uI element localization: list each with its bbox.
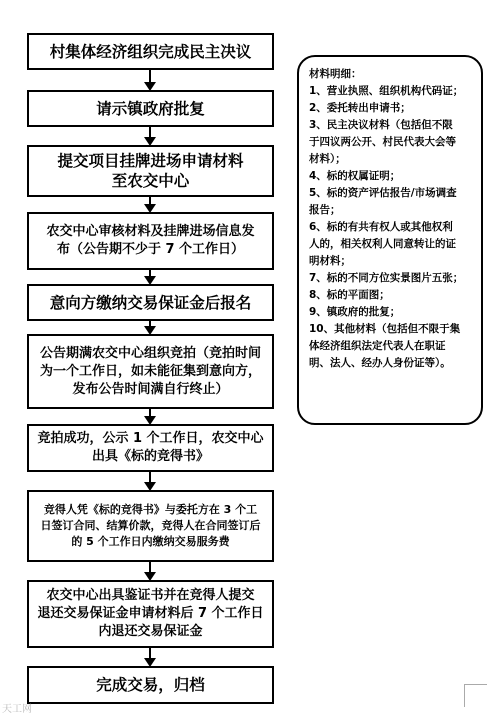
- arrow-8-icon: [149, 562, 151, 579]
- arrow-1-icon: [149, 70, 151, 89]
- materials-title: 材料明细：: [309, 68, 362, 80]
- step-3-box: [27, 145, 274, 197]
- step-1-box: [27, 33, 274, 70]
- arrow-6-icon: [149, 409, 151, 423]
- watermark: 天工网: [2, 704, 32, 715]
- arrow-2-icon: [149, 127, 151, 144]
- arrow-5-icon: [149, 321, 151, 333]
- step-4-text: 农交中心审核材料及挂牌进场信息发 布（公告期不少于 7 个工作日）: [46, 224, 255, 257]
- arrow-4-icon: [149, 270, 151, 283]
- materials-item: 9、镇政府的批复；: [309, 306, 401, 318]
- step-6-text: 公告期满农交中心组织竞拍（竞拍时间 为一个工作日，如未能征集到意向方， 发布公告时间满自行终止）: [39, 345, 261, 397]
- arrow-3-icon: [149, 197, 151, 211]
- step-7-box: [27, 424, 274, 472]
- materials-item: 6、标的有共有权人或其他权利 人的，相关权利人同意转让的证 明材料；: [309, 221, 456, 267]
- step-6-box: [27, 334, 274, 409]
- materials-item: 2、委托转出申请书；: [309, 102, 411, 114]
- step-5-box: [27, 284, 274, 321]
- materials-panel: [297, 55, 483, 425]
- step-5-text: 意向方缴纳交易保证金后报名: [49, 293, 252, 312]
- step-9-text: 农交中心出具鉴证书并在竞得人提交 退还交易保证金申请材料后 7 个工作日 内退还交易保证金: [37, 588, 264, 639]
- materials-item: 5、标的资产评估报告/市场调查 报告；: [309, 187, 457, 216]
- step-10-text: 完成交易，归档: [96, 676, 205, 694]
- step-7-text: 竞拍成功，公示 1 个工作日，农交中心 出具《标的竞得书》: [37, 431, 264, 464]
- step-8-text: 竞得人凭《标的竞得书》与委托方在 3 个工 日签订合同、结算价款，竞得人在合同签订后 的 5 个工作日内缴纳交易服务费: [40, 503, 261, 548]
- materials-item: 7、标的不同方位实景图片五张；: [309, 272, 464, 284]
- materials-item: 10、其他材料（包括但不限于集 体经济组织法定代表人在职证 明、法人、经办人身份证等）。: [309, 323, 461, 369]
- step-1-text: 村集体经济组织完成民主决议: [49, 42, 252, 61]
- materials-item: 4、标的权属证明；: [309, 170, 401, 182]
- step-3-text: 提交项目挂牌进场申请材料 至农交中心: [57, 152, 244, 190]
- step-2-text: 请示镇政府批复: [96, 99, 205, 118]
- step-10-box: [27, 666, 274, 704]
- step-4-box: [27, 212, 274, 270]
- arrow-9-icon: [149, 648, 151, 665]
- step-8-box: [27, 490, 274, 562]
- materials-item: 3、民主决议材料（包括但不限 于四议两公开、村民代表大会等 材料）；: [309, 119, 456, 165]
- step-2-box: [27, 90, 274, 127]
- materials-item: 8、标的平面图；: [309, 289, 390, 301]
- page-corner-mark: [464, 684, 487, 707]
- materials-item: 1、营业执照、组织机构代码证；: [309, 85, 464, 97]
- step-9-box: [27, 580, 274, 648]
- arrow-7-icon: [149, 472, 151, 489]
